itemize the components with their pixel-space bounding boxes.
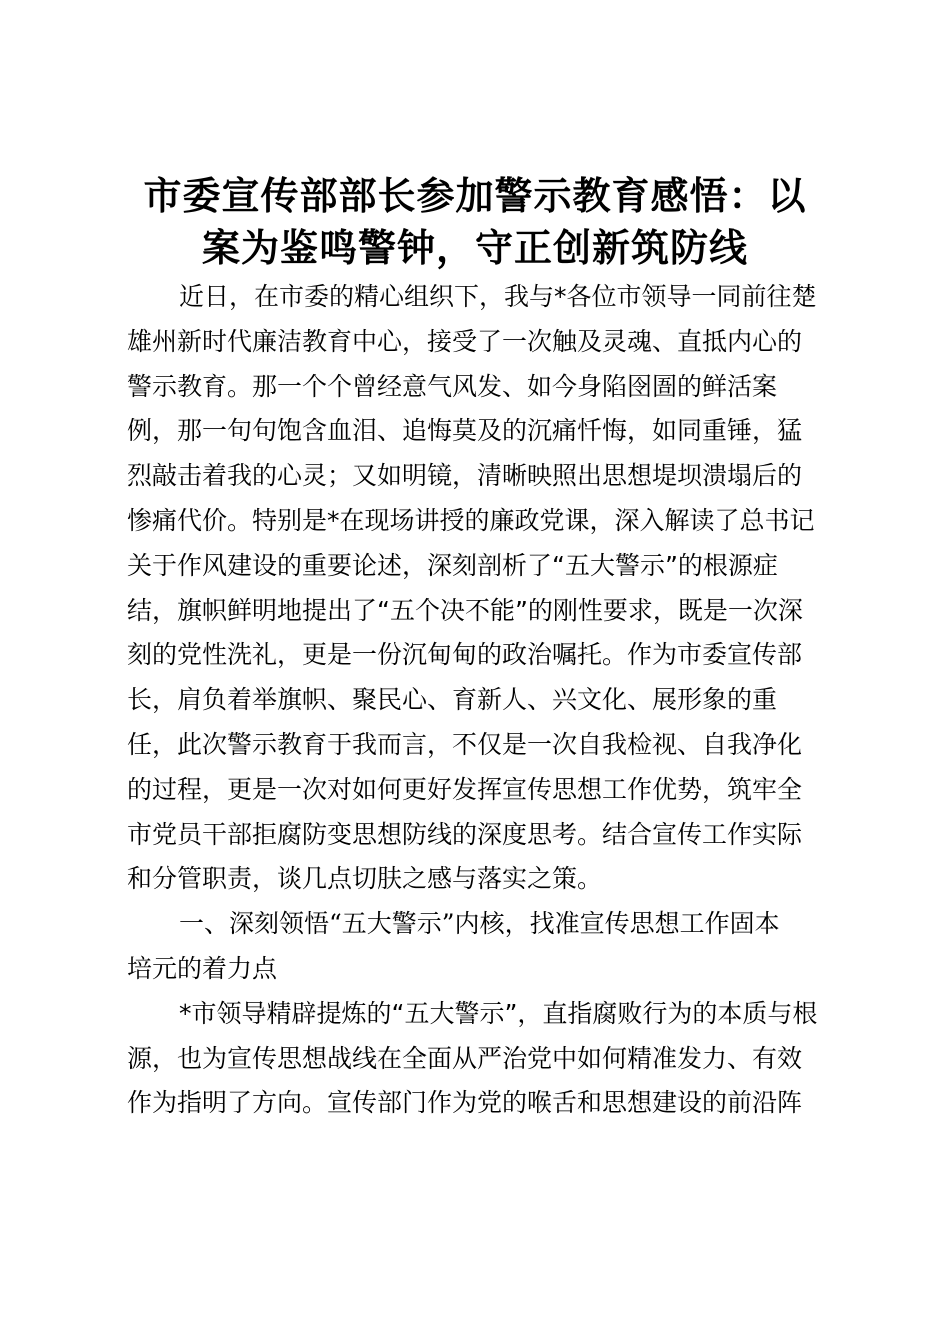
text-line: 市党员干部拒腐防变思想防线的深度思考。结合宣传工作实际 xyxy=(127,819,803,849)
text-line: 长，肩负着举旗帜、聚民心、育新人、兴文化、展形象的重 xyxy=(127,685,778,715)
text-line: 任，此次警示教育于我而言，不仅是一次自我检视、自我净化 xyxy=(127,729,803,759)
heading-line: 培元的着力点 xyxy=(127,953,278,983)
text-line: 雄州新时代廉洁教育中心，接受了一次触及灵魂、直抵内心的 xyxy=(127,326,803,356)
text-line: 警示教育。那一个个曾经意气风发、如今身陷囹圄的鲜活案 xyxy=(127,371,778,401)
paragraph-section-1 xyxy=(127,992,837,1126)
text-line: 的过程，更是一次对如何更好发挥宣传思想工作优势，筑牢全 xyxy=(127,774,803,804)
text-line: 例，那一句句饱含血泪、追悔莫及的沉痛忏悔，如同重锤，猛 xyxy=(127,416,803,446)
text-line: 和分管职责，谈几点切肤之感与落实之策。 xyxy=(127,864,603,894)
text-line: 源，也为宣传思想战线在全面从严治党中如何精准发力、有效 xyxy=(127,1043,803,1073)
document-body xyxy=(127,275,837,1126)
text-line: 刻的党性洗礼，更是一份沉甸甸的政治嘱托。作为市委宣传部 xyxy=(127,640,803,670)
text-line: 结，旗帜鲜明地提出了“五个决不能”的刚性要求，既是一次深 xyxy=(127,595,803,625)
text-line: 关于作风建设的重要论述，深刻剖析了“五大警示”的根源症 xyxy=(127,550,778,580)
title-line-1: 市委宣传部部长参加警示教育感悟：以 xyxy=(143,174,807,218)
text-line: 近日，在市委的精心组织下，我与*各位市领导一同前往楚 xyxy=(179,282,817,311)
text-line: 惨痛代价。特别是*在现场讲授的廉政党课，深入解读了总书记 xyxy=(127,505,815,535)
text-line: *市领导精辟提炼的“五大警示”，直指腐败行为的本质与根 xyxy=(179,998,818,1028)
section-heading xyxy=(127,902,837,992)
heading-line: 一、深刻领悟“五大警示”内核，找准宣传思想工作固本 xyxy=(179,909,780,939)
text-line: 作为指明了方向。宣传部门作为党的喉舌和思想建设的前沿阵 xyxy=(127,1088,803,1118)
title-line-2: 案为鉴鸣警钟，守正创新筑防线 xyxy=(201,226,748,270)
text-line: 烈敲击着我的心灵；又如明镜，清晰映照出思想堤坝溃塌后的 xyxy=(127,461,803,491)
page-title xyxy=(100,170,850,274)
paragraph-intro xyxy=(127,275,837,902)
